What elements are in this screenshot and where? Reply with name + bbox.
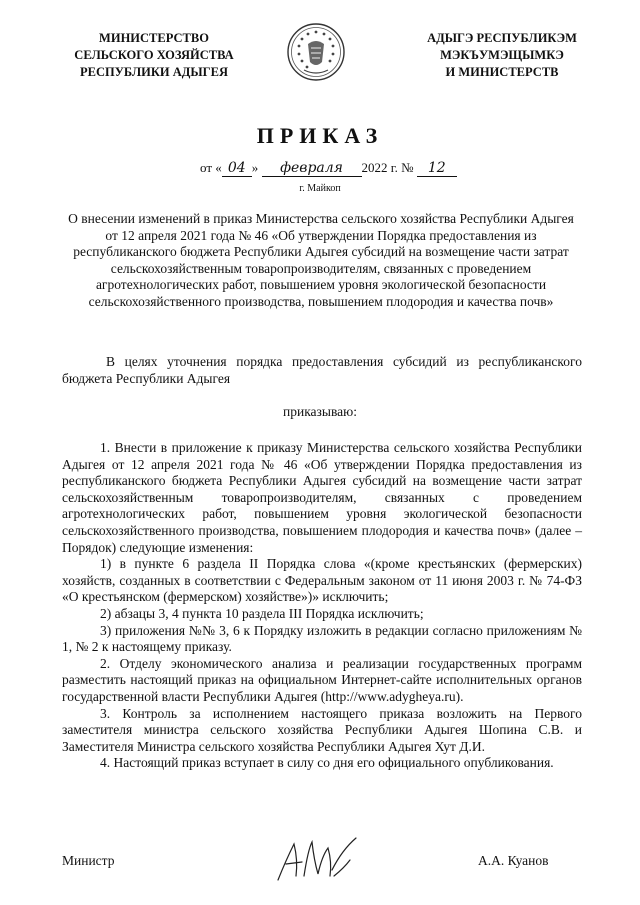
adygea-emblem-icon (286, 22, 346, 82)
paragraph: 4. Настоящий приказ вступает в силу со дня его официального опубликования. (100, 755, 554, 771)
header-right-line: МЭКЪУМЭЩЫМКЭ (440, 48, 564, 62)
preamble: В целях уточнения порядка предоставления субсидий из республиканского бюджета Республики Адыгея (62, 354, 582, 386)
date-year: 2022 г. (361, 160, 398, 175)
date-month: февраля (262, 160, 362, 177)
order-number: 12 (417, 160, 457, 177)
signatory-title: Министр (62, 853, 115, 868)
paragraph: 3. Контроль за исполнением настоящего приказа возложить на Первого заместителя министра сельского хозяйства Республики Адыгея Шопина С.В. и Заместителя Министра сельского хозяйства Республики Адыгея Хут Д.И. (62, 705, 582, 754)
header-right-line: АДЫГЭ РЕСПУБЛИКЭМ (427, 31, 577, 45)
paragraph: 1) в пункте 6 раздела II Порядка слова «(кроме крестьянских (фермерских) хозяйств, созданных в соответствии с Федеральным законом от 11 июня 2003 г. № 74-ФЗ «О крестьянском (фермерском) хозяйстве»)» исключить; (62, 556, 582, 605)
paragraph: 1. Внести в приложение к приказу Министерства сельского хозяйства Республики Адыгея от 12 апреля 2021 года № 46 «Об утверждении Порядка предоставления из республиканского бюджета Республики Адыгея субсидий на возмещение части затрат сельскохозяйственным товаропроизводителям, связанных с проведением агротехнологических работ, повышением уровня экологической безопасности сельскохозяйственного производства, повышением плодородия и качества почв» (далее – Порядок) следующие изменения: (62, 440, 582, 555)
date-mid: » (251, 160, 259, 175)
city: г. Майкоп (299, 183, 341, 194)
order-body (62, 440, 582, 772)
handwritten-signature (272, 830, 362, 886)
date-prefix: от « (200, 160, 222, 175)
header-left-line: МИНИСТЕРСТВО (99, 31, 209, 45)
header-ministry-russian (62, 30, 246, 81)
date-number-line (200, 160, 457, 177)
header-right-line: И МИНИСТЕРСТВ (445, 65, 559, 79)
date-day: 04 (222, 160, 252, 177)
order-subject: О внесении изменений в приказ Министерства сельского хозяйства Республики Адыгея от 12 апреля 2021 года № 46 «Об утверждении Порядка предоставления из республиканского бюджета Республики Адыгея субсидий на возмещение части затрат сельскохозяйственным товаропроизводителям, связанных с проведением агротехнологических работ, повышением уровня экологической безопасности сельскохозяйственного производства, повышением плодородия и качества почв» (68, 211, 574, 309)
paragraph: 2. Отделу экономического анализа и реализации государственных программ разместить настоящий приказ на официальном Интернет-сайте исполнительных органов государственной власти Республики Адыгея (http://www.adygheya.ru). (62, 655, 582, 704)
paragraph: 3) приложения №№ 3, 6 к Порядку изложить в редакции согласно приложениям № 1, № 2 к настоящему приказу. (62, 622, 582, 655)
document-title: ПРИКАЗ (256, 123, 384, 148)
paragraph: 2) абзацы 3, 4 пункта 10 раздела III Порядка исключить; (100, 605, 424, 621)
number-label: № (401, 160, 414, 175)
order-word: приказываю: (283, 404, 357, 419)
signatory-name: А.А. Куанов (478, 853, 549, 868)
header-left-line: СЕЛЬСКОГО ХОЗЯЙСТВА (74, 48, 234, 62)
header-left-line: РЕСПУБЛИКИ АДЫГЕЯ (79, 65, 229, 79)
header-ministry-adyghe (402, 30, 602, 81)
